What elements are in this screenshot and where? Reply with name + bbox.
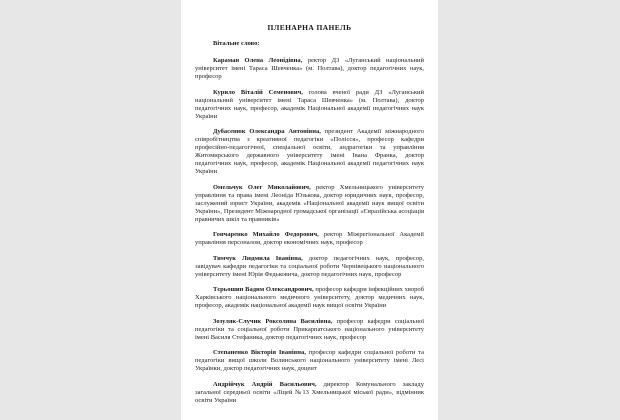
welcome-heading xyxy=(195,40,424,48)
speaker-description: ректор Хмельницького університету управління та права імені Леоніда Юзькова, доктор юридичних наук, професор, заслужений юрист України, академік «Національної академії наук вищої освіти України», Президент Міжнародної громадської організації «Євразійська асоціація правничих шкіл та правників» xyxy=(195,183,425,223)
speaker-description: ректор Міжрегіональної Академії управління персоналом, доктор економічних наук, професор xyxy=(195,231,424,246)
speaker-description: голова вченої ради ДЗ «Луганський національний університет імені Тараса Шевченка» (м. Полтава), доктор педагогічних наук, професор, академік Національної академії педагогічних наук України xyxy=(195,88,424,120)
speaker-entry xyxy=(195,128,424,176)
speaker-entry xyxy=(195,286,424,310)
speaker-description: ректор ДЗ «Луганський національний університет імені Тараса Шевченка» (м. Полтава), доктор педагогічних наук, професор xyxy=(195,57,424,80)
speaker-description: доктор педагогічних наук, професор, завідувач кафедри педагогіки та соціальної роботи Чернівецького національного університету імені Юрія Федьковича, доктор педагогічних наук, професор xyxy=(195,254,425,278)
speaker-entry xyxy=(195,381,424,405)
speaker-name: Тимчук Людмила Іванівна, xyxy=(213,254,303,262)
speaker-description: президент Академії міжнародного співробітництва з креативної педагогіки «Полісся», професор кафедри професійно-педагогічної, спеціальної освіти, андрагогіки та управління Житомирського державного університету імені Івана Франка, доктор педагогічних наук, професор, академік Національної академії педагогічних наук України xyxy=(195,128,424,175)
speaker-name: Гончаренко Михайло Федорович, xyxy=(213,231,319,238)
speaker-name: Андрійчук Андрій Васильович, xyxy=(213,380,317,388)
speaker-name: Дубасенюк Олександра Антонівна, xyxy=(213,128,321,135)
speaker-entry xyxy=(195,231,424,247)
speaker-entry xyxy=(195,184,424,224)
speaker-name: Курило Віталій Семенович, xyxy=(213,88,303,96)
speaker-description: професор кафедри соціальної педагогіки та соціальної роботи Прикарпатського національного університету імені Василя Стефаника, доктор педагогічних наук, професор xyxy=(195,317,424,341)
speaker-name: Зозуляк-Случик Роксоляна Василівна, xyxy=(213,317,333,325)
speaker-entry xyxy=(195,349,424,373)
speaker-entry xyxy=(195,57,424,81)
speaker-description: професор кафедри інфекційних хвороб Харківського національного медичного університету, доктор медичних наук, професор, академік національної академії наук вищої освіти України xyxy=(195,286,424,309)
document-page xyxy=(181,0,438,420)
speaker-description: директор Комунального закладу загальної середньої освіти «Ліцей №13 Хмельницької міської ради», відмінник освіти України xyxy=(195,380,424,404)
speaker-description: професор кафедри соціальної роботи та педагогіки вищої школи Волинського національного університету імені Лесі Українки, доктор педагогічних наук, доцент xyxy=(195,349,424,372)
speaker-name: Степаненко Вікторія Іванівна, xyxy=(213,349,306,356)
speaker-entry xyxy=(195,318,424,342)
page-title: ПЛЕНАРНА ПАНЕЛЬ xyxy=(267,23,352,32)
welcome-label: Вітальне слово: xyxy=(213,40,260,47)
speaker-entry xyxy=(195,89,424,121)
speaker-name: Караман Олена Леонідівна, xyxy=(213,57,303,64)
speaker-name: Тєрьошин Вадим Олександрович, xyxy=(213,286,314,293)
speaker-entry xyxy=(195,255,424,279)
speaker-name: Омельчук Олег Миколайович, xyxy=(213,183,311,191)
